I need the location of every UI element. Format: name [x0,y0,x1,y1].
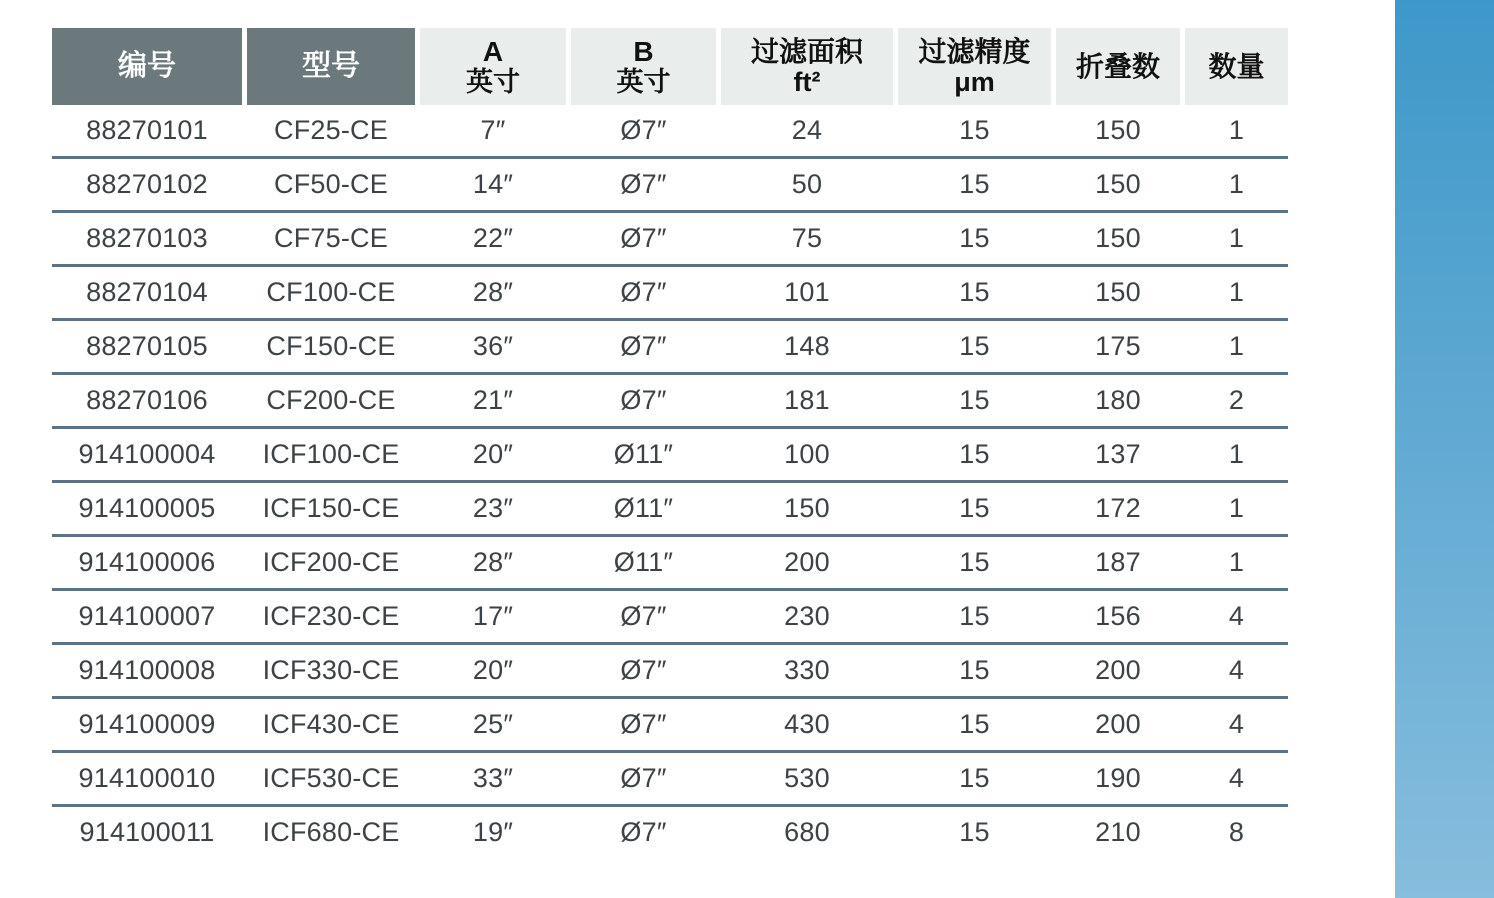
column-header-label: 过滤面积 [750,35,863,67]
cell-pleat-count: 150 [1095,277,1141,307]
table-row [52,375,1288,429]
table-row [52,591,1288,645]
cell-a-inch: 14″ [472,169,514,199]
column-header-label: B [633,35,654,67]
cell-part-number: 88270105 [86,331,208,361]
cell-b-inch: Ø7″ [620,277,667,307]
cell-a-inch: 33″ [472,763,514,793]
column-header-label: 编号 [117,50,176,83]
column-header-sublabel: 英寸 [466,67,520,98]
cell-part-number: 88270102 [86,169,208,199]
cell-filter-rating: 15 [959,385,990,415]
cell-quantity: 1 [1228,331,1245,361]
cell-a-inch: 25″ [472,709,514,739]
cell-quantity: 1 [1228,277,1245,307]
cell-quantity: 2 [1228,385,1245,415]
column-header-quantity [1185,28,1288,105]
cell-part-number: 88270101 [86,115,208,145]
cell-b-inch: Ø7″ [620,601,667,631]
cell-model: CF75-CE [274,223,388,253]
cell-model: CF150-CE [266,331,396,361]
cell-filter-rating: 15 [959,709,990,739]
column-header-model [247,28,415,105]
cell-b-inch: Ø7″ [620,331,667,361]
cell-a-inch: 20″ [472,655,514,685]
cell-filter-rating: 15 [959,439,990,469]
cell-model: CF25-CE [274,115,388,145]
cell-filter-area: 430 [784,709,830,739]
cell-b-inch: Ø7″ [620,655,667,685]
cell-quantity: 4 [1228,655,1245,685]
cell-filter-rating: 15 [959,331,990,361]
cell-a-inch: 20″ [472,439,514,469]
table-row [52,753,1288,807]
cell-pleat-count: 190 [1095,763,1141,793]
cell-quantity: 1 [1228,169,1245,199]
cell-pleat-count: 187 [1095,547,1141,577]
cell-filter-area: 24 [791,115,823,145]
cell-b-inch: Ø7″ [620,115,667,145]
cell-part-number: 914100010 [78,763,216,793]
cell-filter-area: 680 [784,817,830,847]
cell-b-inch: Ø11″ [613,439,674,469]
cell-model: ICF330-CE [262,655,400,685]
cell-model: CF50-CE [274,169,388,199]
cell-quantity: 1 [1228,493,1245,523]
cell-model: CF100-CE [266,277,396,307]
cell-quantity: 1 [1228,547,1245,577]
cell-b-inch: Ø7″ [620,169,667,199]
column-header-part-number [52,28,242,105]
cell-a-inch: 28″ [472,277,514,307]
cell-part-number: 88270104 [86,277,208,307]
cell-b-inch: Ø7″ [620,385,667,415]
cell-model: ICF230-CE [262,601,400,631]
cell-a-inch: 21″ [472,385,514,415]
cell-part-number: 914100009 [78,709,216,739]
cell-pleat-count: 150 [1095,223,1141,253]
cell-part-number: 914100007 [78,601,216,631]
cell-pleat-count: 150 [1095,115,1141,145]
cell-a-inch: 28″ [472,547,514,577]
cell-model: ICF680-CE [262,817,400,847]
table-body [52,105,1288,861]
cell-b-inch: Ø7″ [620,709,667,739]
cell-part-number: 914100005 [78,493,216,523]
cell-model: ICF100-CE [262,439,400,469]
column-header-pleat-count [1056,28,1180,105]
cell-filter-area: 150 [784,493,830,523]
cell-filter-rating: 15 [959,493,990,523]
cell-quantity: 1 [1228,439,1245,469]
cell-a-inch: 22″ [472,223,514,253]
cell-filter-rating: 15 [959,601,990,631]
table-row [52,483,1288,537]
table-row [52,807,1288,861]
column-header-label: A [482,35,504,67]
table-row [52,321,1288,375]
cell-filter-area: 101 [784,277,830,307]
cell-a-inch: 36″ [472,331,514,361]
cell-pleat-count: 200 [1095,709,1141,739]
cell-part-number: 88270106 [86,385,208,415]
cell-model: ICF530-CE [262,763,400,793]
cell-part-number: 914100006 [78,547,216,577]
cell-part-number: 914100004 [78,439,216,469]
column-header-sublabel: ft² [793,67,821,98]
cell-filter-area: 530 [784,763,830,793]
cell-filter-area: 50 [791,169,823,199]
cell-quantity: 1 [1228,223,1245,253]
cell-b-inch: Ø7″ [620,763,667,793]
cell-pleat-count: 200 [1095,655,1141,685]
cell-filter-area: 75 [791,223,823,253]
cell-a-inch: 23″ [472,493,514,523]
column-header-b-inch [571,28,716,105]
cell-b-inch: Ø11″ [613,547,674,577]
cell-quantity: 4 [1228,763,1245,793]
cell-quantity: 4 [1228,709,1245,739]
cell-model: CF200-CE [266,385,396,415]
product-spec-table [52,28,1288,861]
cell-b-inch: Ø7″ [620,223,667,253]
decorative-gradient-bar [1395,0,1494,898]
cell-model: ICF150-CE [262,493,400,523]
cell-part-number: 914100011 [79,817,215,847]
cell-a-inch: 7″ [480,115,506,145]
cell-part-number: 88270103 [86,223,208,253]
cell-quantity: 4 [1228,601,1245,631]
cell-quantity: 1 [1228,115,1245,145]
cell-filter-rating: 15 [959,169,990,199]
cell-b-inch: Ø11″ [613,493,674,523]
cell-a-inch: 19″ [472,817,514,847]
cell-filter-area: 200 [784,547,830,577]
cell-filter-area: 230 [784,601,830,631]
table-row [52,159,1288,213]
column-header-label: 折叠数 [1075,50,1160,82]
cell-filter-area: 181 [784,385,830,415]
cell-quantity: 8 [1228,817,1245,847]
column-header-label: 型号 [301,50,360,83]
cell-model: ICF200-CE [262,547,400,577]
table-row [52,699,1288,753]
cell-filter-rating: 15 [959,817,990,847]
column-header-label: 过滤精度 [918,35,1031,67]
cell-pleat-count: 175 [1095,331,1141,361]
cell-model: ICF430-CE [262,709,400,739]
cell-b-inch: Ø7″ [620,817,667,847]
column-header-filter-rating [898,28,1051,105]
cell-filter-area: 330 [784,655,830,685]
cell-filter-area: 100 [784,439,830,469]
cell-pleat-count: 137 [1095,439,1141,469]
column-header-label: 数量 [1208,50,1265,82]
column-header-sublabel: μm [954,67,995,98]
cell-pleat-count: 180 [1095,385,1141,415]
table-row [52,429,1288,483]
cell-pleat-count: 150 [1095,169,1141,199]
cell-filter-rating: 15 [959,655,990,685]
cell-filter-area: 148 [784,331,830,361]
column-header-a-inch [420,28,566,105]
cell-filter-rating: 15 [959,115,990,145]
cell-filter-rating: 15 [959,223,990,253]
table-header-row [52,28,1288,105]
cell-filter-rating: 15 [959,763,990,793]
table-row [52,267,1288,321]
cell-pleat-count: 156 [1095,601,1141,631]
table-row [52,537,1288,591]
column-header-sublabel: 英寸 [616,67,671,98]
cell-filter-rating: 15 [959,547,990,577]
table-row [52,213,1288,267]
column-header-filter-area [721,28,893,105]
table-row [52,105,1288,159]
cell-filter-rating: 15 [959,277,990,307]
cell-pleat-count: 210 [1095,817,1141,847]
cell-a-inch: 17″ [472,601,514,631]
table-row [52,645,1288,699]
cell-part-number: 914100008 [78,655,216,685]
cell-pleat-count: 172 [1095,493,1141,523]
